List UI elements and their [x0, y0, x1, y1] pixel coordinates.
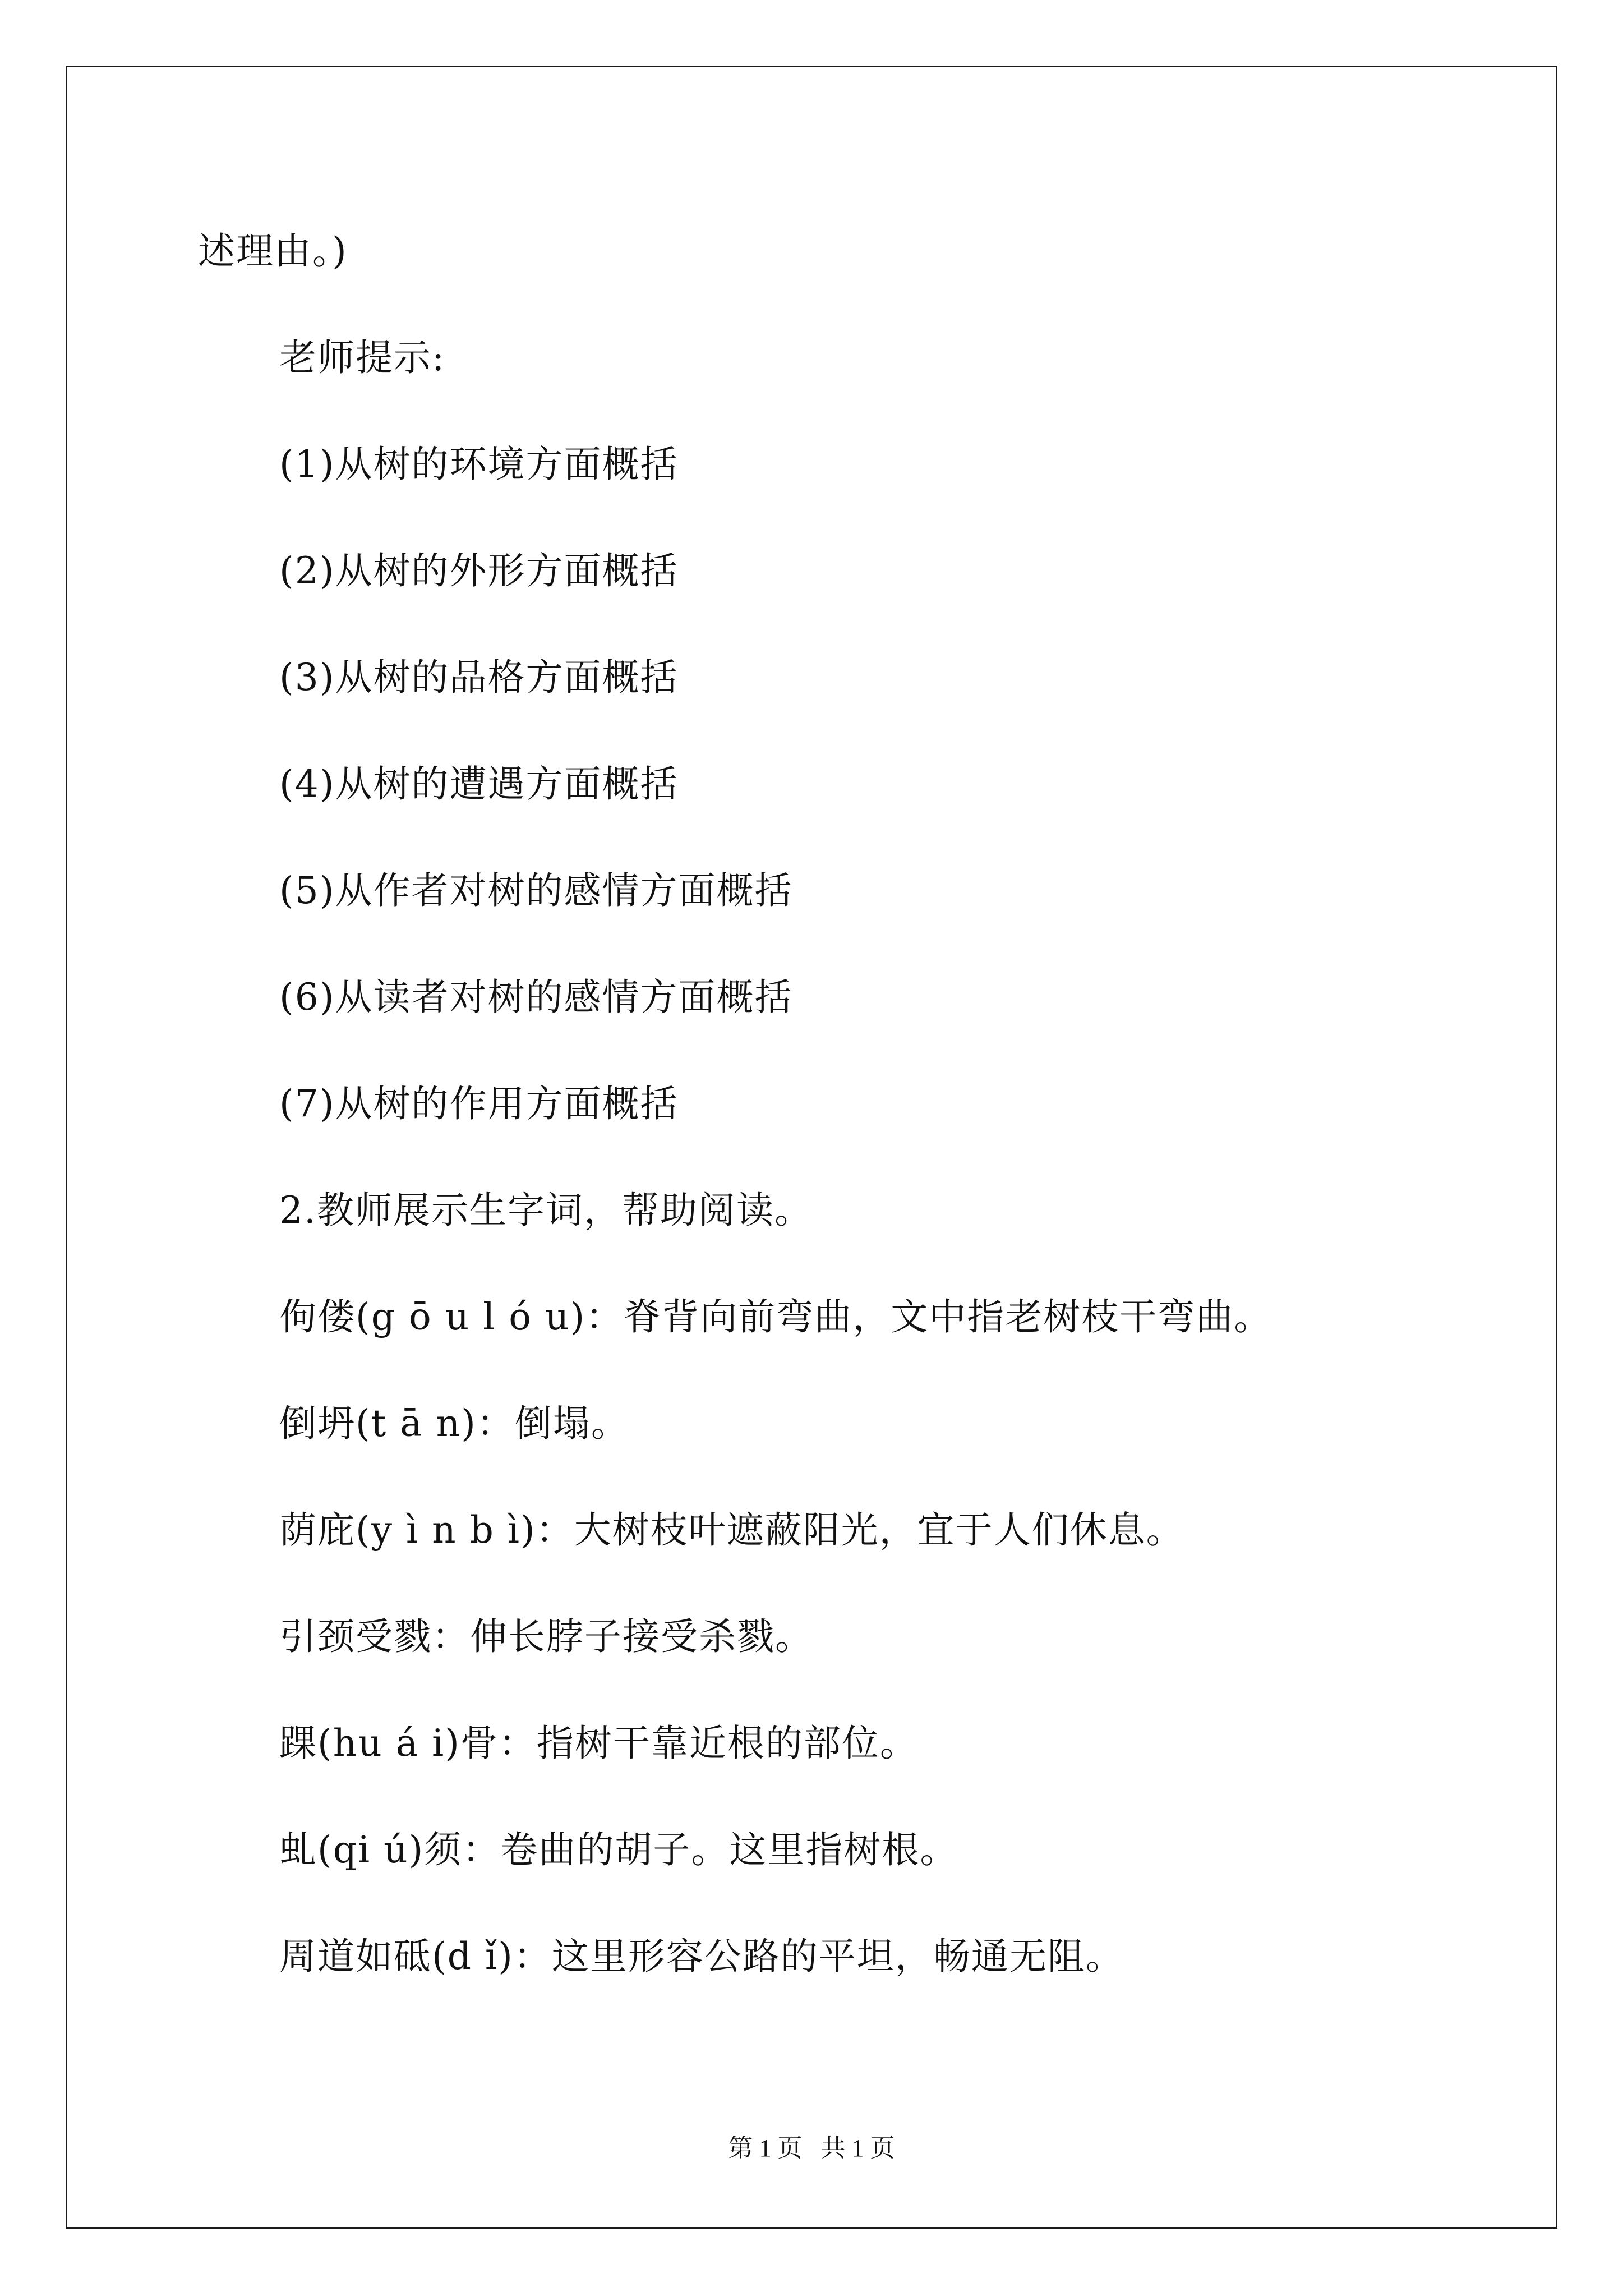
text-line-teacher-hint: 老师提示:	[279, 336, 446, 379]
text-line-vocab-yinbi: 荫庇(y ì n b ì)：大树枝叶遮蔽阳光，宜于人们休息。	[279, 1508, 1184, 1552]
text-line-hint-1: (1)从树的环境方面概括	[279, 443, 679, 486]
text-line-continuation: 述理由。)	[198, 229, 348, 273]
text-line-section-2: 2.教师展示生字词，帮助阅读。	[279, 1189, 813, 1232]
text-line-hint-5: (5)从作者对树的感情方面概括	[279, 869, 793, 912]
text-line-vocab-zhoudaorudi: 周道如砥(d ǐ)：这里形容公路的平坦，畅通无阻。	[279, 1935, 1124, 1978]
text-line-hint-7: (7)从树的作用方面概括	[279, 1082, 679, 1125]
text-line-hint-2: (2)从树的外形方面概括	[279, 549, 679, 592]
page-number-footer: 第 1 页 共 1 页	[728, 2134, 895, 2162]
text-line-vocab-yinjingshoulu: 引颈受戮：伸长脖子接受杀戮。	[279, 1615, 813, 1658]
text-line-vocab-qiuxu: 虬(qi ú)须：卷曲的胡子。这里指树根。	[279, 1828, 958, 1871]
text-line-vocab-huaigu: 踝(hu á i)骨：指树干靠近根的部位。	[279, 1722, 918, 1765]
text-line-hint-6: (6)从读者对树的感情方面概括	[279, 976, 793, 1019]
page-border	[66, 66, 1557, 2229]
text-line-vocab-goulou: 佝偻(g ō u l ó u)：脊背向前弯曲，文中指老树枝干弯曲。	[279, 1295, 1272, 1338]
text-line-hint-3: (3)从树的品格方面概括	[279, 656, 679, 699]
text-line-vocab-daotan: 倒坍(t ā n)：倒塌。	[279, 1402, 629, 1445]
text-line-hint-4: (4)从树的遭遇方面概括	[279, 762, 679, 806]
